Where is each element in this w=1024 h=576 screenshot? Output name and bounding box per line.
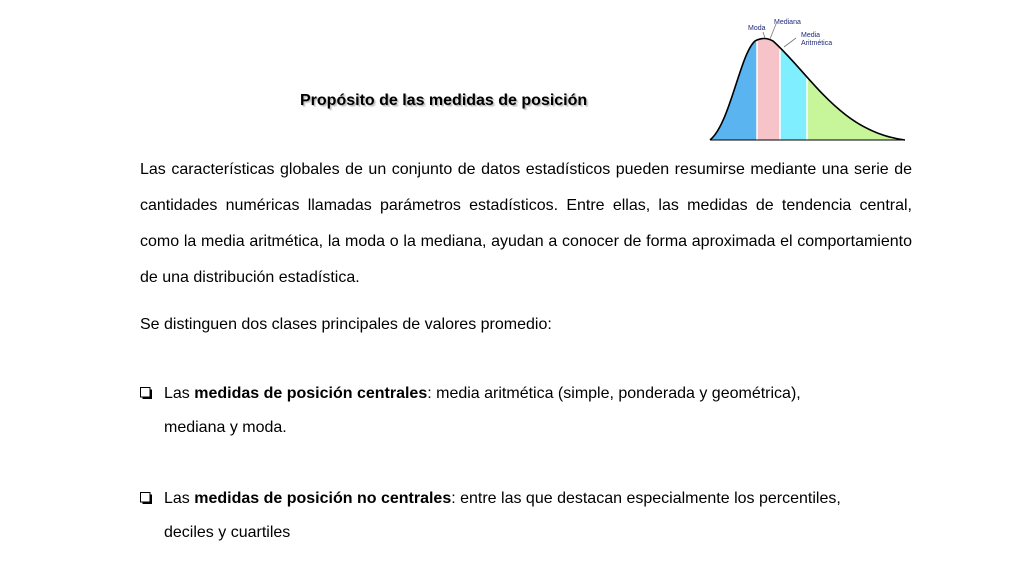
- intro-paragraph: Las características globales de un conjunto de datos estadísticos pueden resumirse mediante una serie de cantidades numéricas llamadas parámetros estadísticos. Entre ellas, las medidas de tendencia central, como la media aritmética, la moda o la mediana, ayudan a conocer de forma aproximada el comportamiento de una distribución estadística.: [140, 161, 912, 286]
- bullet-non-central-measures: [140, 482, 912, 550]
- bullet-bold-term: medidas de posición centrales: [194, 385, 428, 402]
- bullet-text: [164, 377, 912, 411]
- checkbox-bullet-icon: [140, 492, 152, 504]
- bullet-bold-term: medidas de posición no centrales: [194, 490, 452, 507]
- label-moda: Moda: [748, 25, 766, 32]
- bullet-rest: : entre las que destacan especialmente los percentiles,: [451, 490, 841, 507]
- bullet-central-measures: [140, 377, 912, 445]
- checkbox-bullet-icon: [140, 387, 152, 399]
- label-media: Media: [801, 32, 821, 39]
- bullet-continuation: deciles y cuartiles: [164, 524, 291, 541]
- slide-title: Propósito de las medidas de posición: [300, 92, 588, 109]
- region-before-moda: [700, 14, 757, 146]
- region-after-media: [807, 14, 912, 146]
- region-moda-mediana: [757, 14, 780, 146]
- label-aritmetica: Aritmética: [801, 40, 833, 47]
- bullet-text: [164, 482, 912, 516]
- label-mediana: Mediana: [774, 19, 801, 26]
- distribution-svg: [700, 14, 912, 146]
- skewed-distribution-diagram: [700, 14, 912, 146]
- classes-intro: Se distinguen dos clases principales de valores promedio:: [140, 316, 552, 333]
- bullet-prefix: Las: [164, 490, 195, 507]
- bullet-continuation: mediana y moda.: [164, 419, 287, 436]
- bullet-rest: : media aritmética (simple, ponderada y geométrica),: [427, 385, 801, 402]
- bullet-prefix: Las: [164, 385, 195, 402]
